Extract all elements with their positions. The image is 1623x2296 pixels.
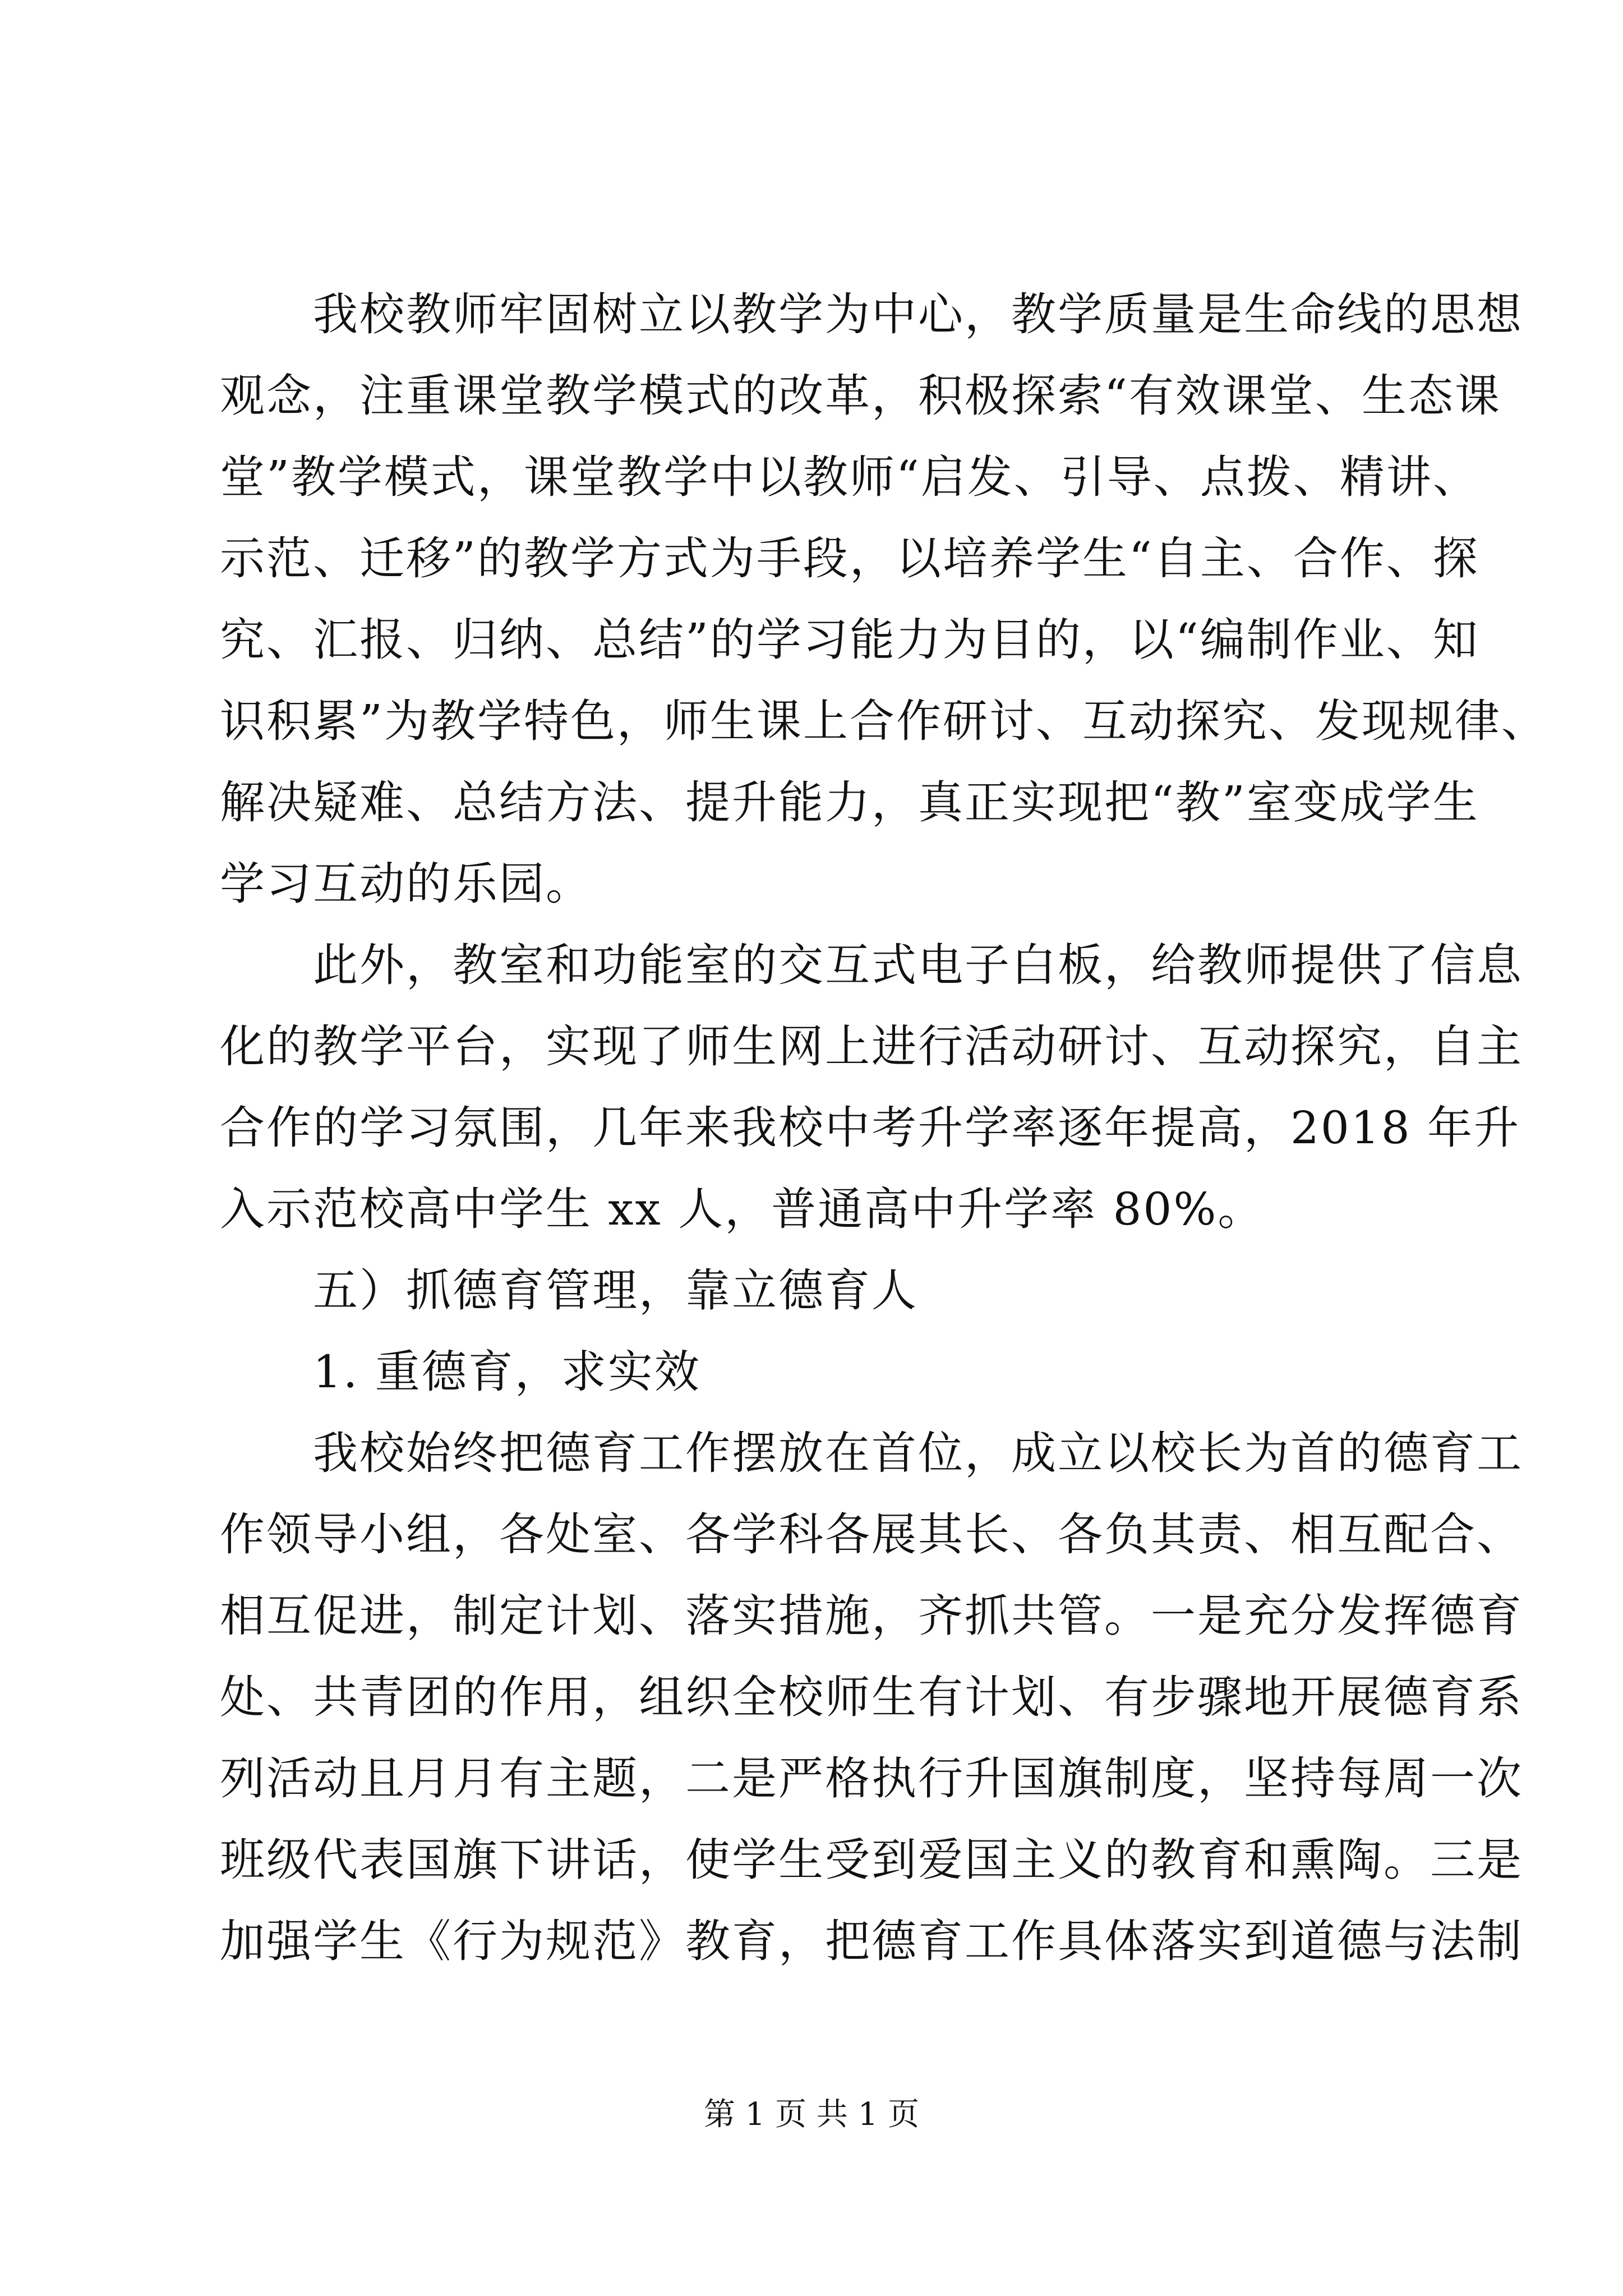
text-line: 加强学生《行为规范》教育，把德育工作具体落实到道德与法制 <box>220 1915 1523 1967</box>
text-line: 相互促进，制定计划、落实措施，齐抓共管。一是充分发挥德育 <box>220 1590 1523 1642</box>
text-line: 学习互动的乐园。 <box>220 858 592 910</box>
text-line: 我校教师牢固树立以教学为中心，教学质量是生命线的思想 <box>220 288 1523 341</box>
text-line: 合作的学习氛围，几年来我校中考升学率逐年提高，2018 年升 <box>220 1102 1521 1154</box>
text-line: 此外，教室和功能室的交互式电子白板，给教师提供了信息 <box>220 939 1523 991</box>
text-line: 班级代表国旗下讲话，使学生受到爱国主义的教育和熏陶。三是 <box>220 1834 1523 1886</box>
text-line: 处、共青团的作用，组织全校师生有计划、有步骤地开展德育系 <box>220 1671 1523 1723</box>
text-line: 示范、迁移”的教学方式为手段，以培养学生“自主、合作、探 <box>220 532 1479 585</box>
section-heading: 五）抓德育管理，靠立德育人 <box>220 1264 918 1317</box>
text-line: 列活动且月月有主题，二是严格执行升国旗制度，坚持每周一次 <box>220 1752 1523 1805</box>
text-line: 堂”教学模式，课堂教学中以教师“启发、引导、点拨、精讲、 <box>220 451 1479 503</box>
text-line: 我校始终把德育工作摆放在首位，成立以校长为首的德育工 <box>220 1427 1523 1479</box>
text-line: 入示范校高中学生 xx 人，普通高中升学率 80%。 <box>220 1183 1265 1235</box>
page-footer: 第 1 页 共 1 页 <box>703 2096 920 2133</box>
text-line: 作领导小组，各处室、各学科各展其长、各负其责、相互配合、 <box>220 1508 1523 1561</box>
text-line: 观念，注重课堂教学模式的改革，积极探索“有效课堂、生态课 <box>220 370 1501 422</box>
document-body <box>220 274 1548 1982</box>
subsection-heading: 1. 重德育，求实效 <box>220 1346 701 1398</box>
text-line: 识积累”为教学特色，师生课上合作研讨、互动探究、发现规律、 <box>220 695 1548 747</box>
text-line: 究、汇报、归纳、总结”的学习能力为目的，以“编制作业、知 <box>220 614 1479 666</box>
text-line: 解决疑难、总结方法、提升能力，真正实现把“教”室变成学生 <box>220 776 1479 829</box>
text-line: 化的教学平台，实现了师生网上进行活动研讨、互动探究，自主 <box>220 1020 1523 1073</box>
